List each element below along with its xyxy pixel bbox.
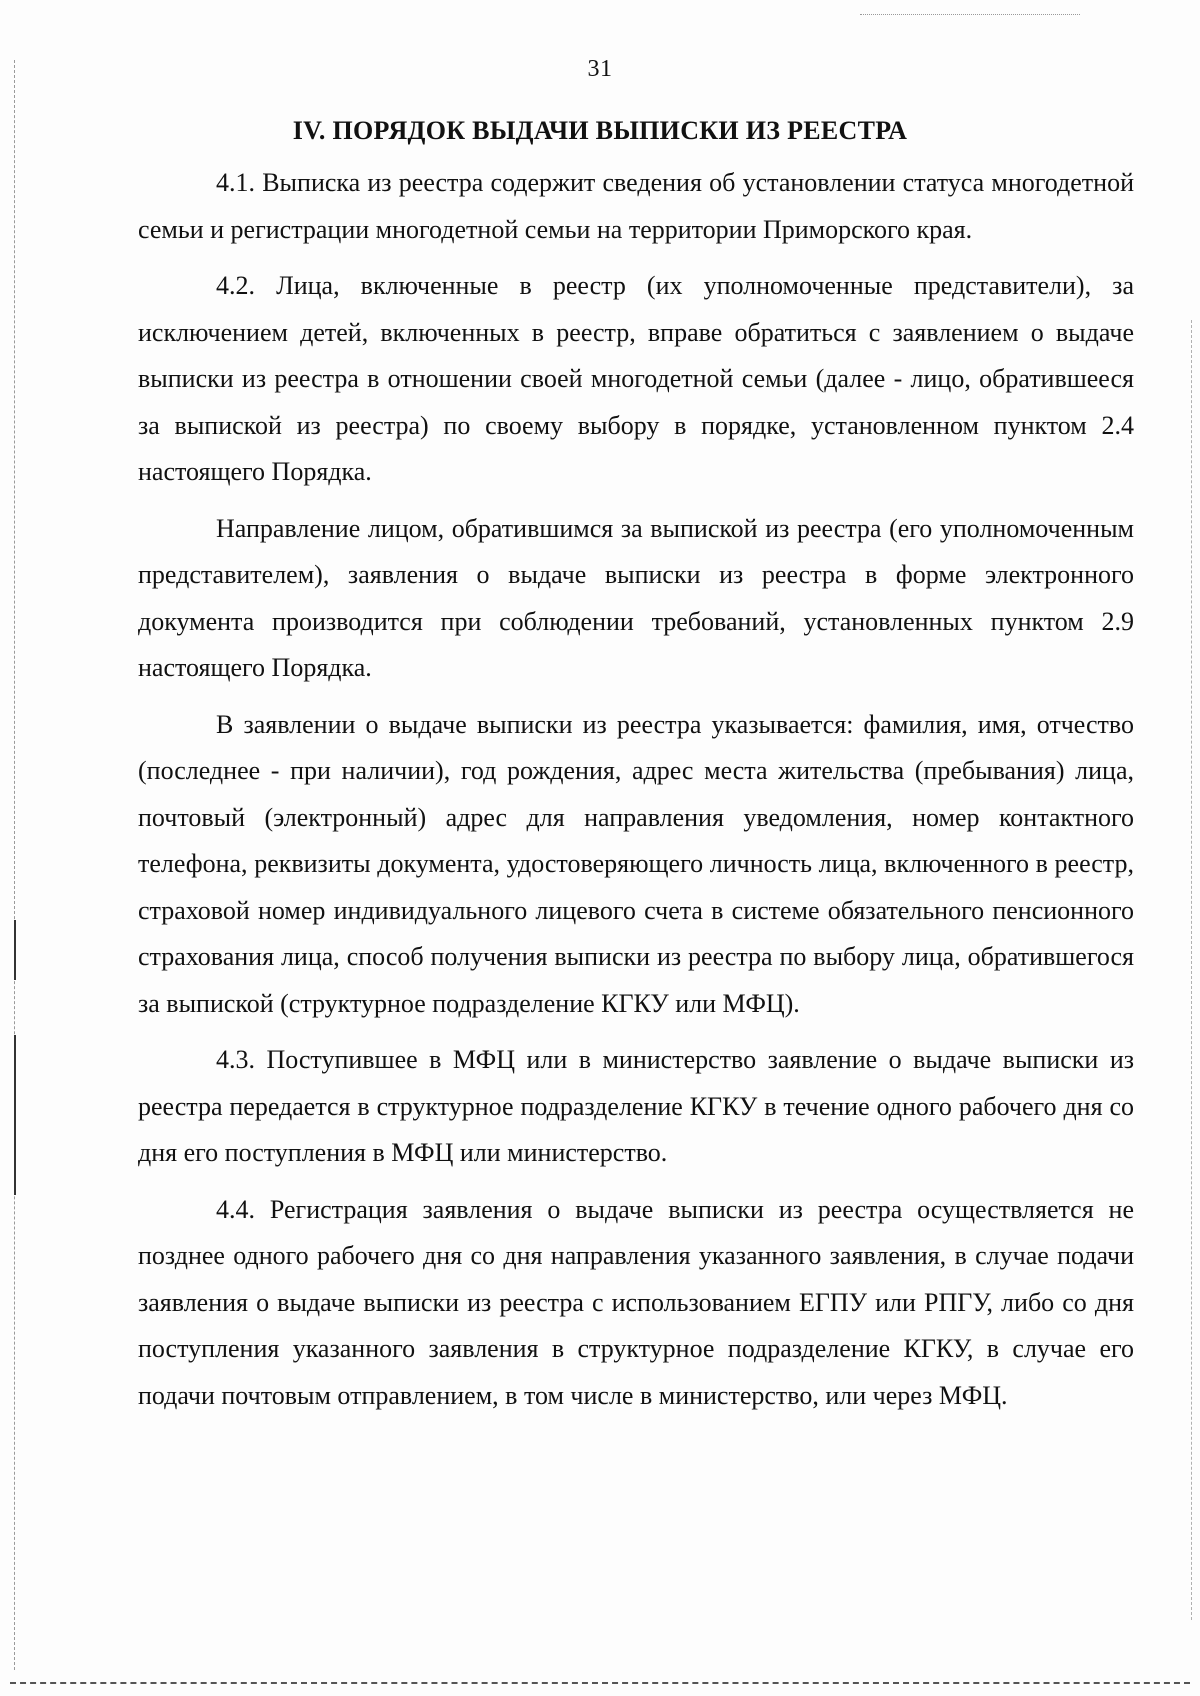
paragraph: 4.2. Лица, включенные в реестр (их уполномоченные представители), за исключением детей, включенных в реестр, вправе обратиться с заявлением о выдаче выписки из реестра в отношении своей многодетной семьи (далее - лицо, обратившееся за выпиской из реестра) по своему выбору в порядке, установленном пунктом 2.4 настоящего Порядка. xyxy=(138,271,1134,486)
scan-artifact-top xyxy=(860,14,1080,15)
scan-artifact-left xyxy=(14,60,15,1670)
paragraph: В заявлении о выдаче выписки из реестра указывается: фамилия, имя, отчество (последнее - при наличии), год рождения, адрес места жительства (пребывания) лица, почтовый (электронный) адрес для направления уведомления, номер контактного телефона, реквизиты документа, удостоверяющего личность лица, включенного в реестр, страховой номер индивидуального лицевого счета в системе обязательного пенсионного страхования лица, способ получения выписки из реестра по выбору лица, обратившегося за выпиской (структурное подразделение КГКУ или МФЦ). xyxy=(138,709,1134,1018)
paragraph: Направление лицом, обратившимся за выпиской из реестра (его уполномоченным представителем), заявления о выдаче выписки из реестра в форме электронного документа производится при соблюдении требований, установленных пунктом 2.9 настоящего Порядка. xyxy=(138,513,1134,682)
page-number: 31 xyxy=(587,56,613,82)
scan-artifact-bottom xyxy=(10,1682,1190,1684)
scan-artifact-left-mark xyxy=(14,1035,16,1195)
paragraph: 4.3. Поступившее в МФЦ или в министерство заявление о выдаче выписки из реестра передается в структурное подразделение КГКУ в течение одного рабочего дня со дня его поступления в МФЦ или министерство. xyxy=(138,1045,1134,1167)
document-body xyxy=(138,160,1134,1429)
paragraph: 4.4. Регистрация заявления о выдаче выписки из реестра осуществляется не позднее одного рабочего дня со дня направления указанного заявления, в случае подачи заявления о выдаче выписки из реестра с использованием ЕГПУ или РПГУ, либо со дня поступления указанного заявления в структурное подразделение КГКУ, в случае его подачи почтовым отправлением, в том числе в министерство, или через МФЦ. xyxy=(138,1194,1134,1410)
scan-artifact-left-mark xyxy=(14,920,16,980)
section-heading: IV. ПОРЯДОК ВЫДАЧИ ВЫПИСКИ ИЗ РЕЕСТРА xyxy=(292,116,908,145)
paragraph: 4.1. Выписка из реестра содержит сведения об установлении статуса многодетной семьи и регистрации многодетной семьи на территории Приморского края. xyxy=(138,168,1134,244)
scan-artifact-right xyxy=(1191,320,1192,1620)
